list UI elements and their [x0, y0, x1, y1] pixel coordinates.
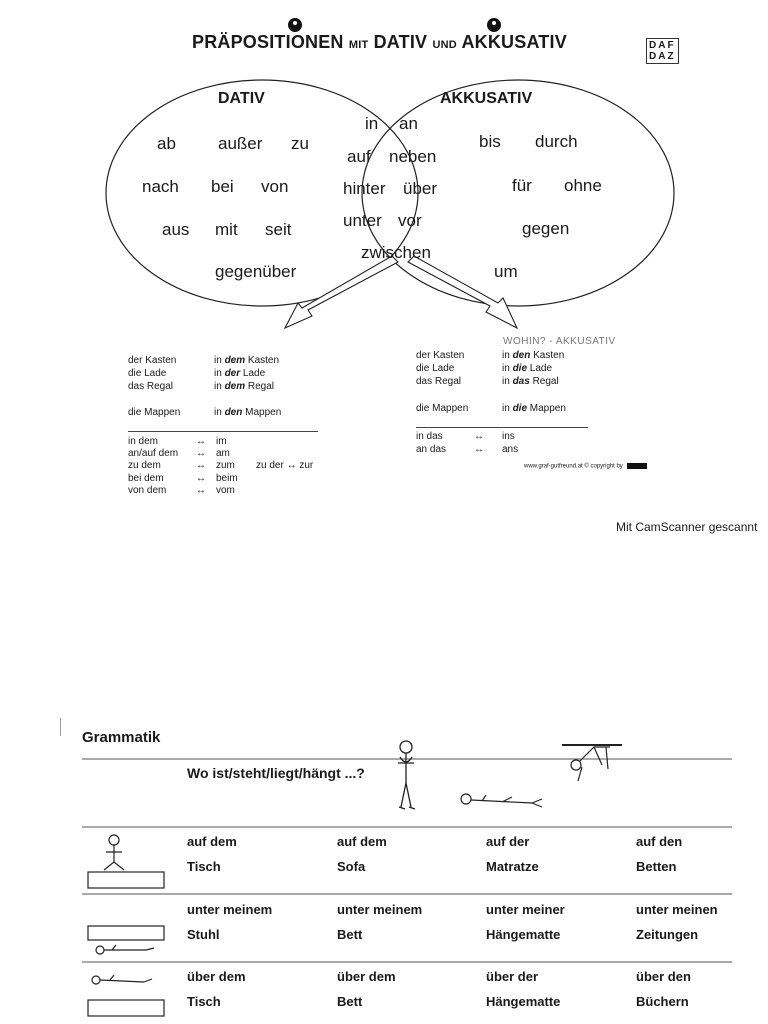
- contraction-row: in das ↔ ins: [416, 431, 515, 442]
- akkusativ-table-row: der Kasten in den Kasten: [416, 350, 565, 361]
- wohin-akkusativ-header: WOHIN? - AKKUSATIV: [503, 336, 616, 347]
- noun-cell: Matratze: [486, 859, 539, 874]
- noun-cell: Tisch: [187, 859, 221, 874]
- both-word: unter: [343, 211, 382, 230]
- akkusativ-word: bis: [479, 132, 501, 151]
- prep-cell: über der: [486, 969, 539, 984]
- prep-cell: unter meinem: [337, 902, 423, 917]
- noun-cell: Stuhl: [187, 927, 220, 942]
- dativ-label: DATIV: [218, 90, 265, 107]
- noun-cell: Sofa: [337, 859, 366, 874]
- akkusativ-word: gegen: [522, 219, 570, 238]
- noun-cell: Bett: [337, 927, 363, 942]
- contraction-row: an/auf dem ↔ am: [128, 448, 230, 459]
- prep-cell: über dem: [337, 969, 396, 984]
- grammatik-heading: Grammatik: [82, 729, 161, 746]
- dativ-word: aus: [162, 220, 190, 239]
- prep-cell: auf dem: [337, 834, 387, 849]
- under-table-icon: [86, 922, 166, 962]
- prep-cell: auf der: [486, 834, 530, 849]
- contraction-row: bei dem ↔ beim: [128, 473, 238, 484]
- noun-cell: Hängematte: [486, 994, 561, 1009]
- worksheet-title: PRÄPOSITIONEN MIT DATIV UND AKKUSATIV: [192, 32, 567, 52]
- prep-cell: unter meiner: [486, 902, 565, 917]
- dativ-table-row: das Regal in dem Regal: [128, 381, 275, 392]
- contraction-row: an das ↔ ans: [416, 444, 519, 455]
- both-word: zwischen: [361, 243, 431, 262]
- dativ-table-row: die Lade in der Lade: [128, 368, 266, 379]
- daf-daz-badge: DAF DAZ: [646, 38, 679, 64]
- both-word: vor: [398, 211, 422, 230]
- dativ-word: zu: [291, 134, 309, 153]
- akkusativ-word: ohne: [564, 176, 602, 195]
- both-word: über: [403, 179, 438, 198]
- akkusativ-word: für: [512, 176, 532, 195]
- contraction-row: in dem ↔ im: [128, 436, 227, 447]
- prep-cell: unter meinen: [636, 902, 718, 917]
- standing-person-figure: [398, 741, 415, 809]
- dativ-word: mit: [215, 220, 238, 239]
- noun-cell: Tisch: [187, 994, 221, 1009]
- dativ-word: von: [261, 177, 289, 196]
- dativ-word: ab: [157, 134, 176, 153]
- dativ-table-row: der Kasten in dem Kasten: [128, 355, 280, 366]
- akkusativ-table-row: die Mappen in die Mappen: [416, 403, 566, 414]
- hanging-person-figure: [562, 745, 622, 781]
- dativ-table-row: die Mappen in den Mappen: [128, 407, 282, 418]
- akkusativ-table-row: das Regal in das Regal: [416, 376, 559, 387]
- prep-cell: auf dem: [187, 834, 237, 849]
- publisher-logo: [627, 463, 647, 469]
- prep-cell: über dem: [187, 969, 246, 984]
- prep-cell: auf den: [636, 834, 683, 849]
- dativ-word: nach: [142, 177, 179, 196]
- noun-cell: Zeitungen: [636, 927, 699, 942]
- dativ-table-divider: [128, 431, 318, 432]
- noun-cell: Bett: [337, 994, 363, 1009]
- venn-diagram: [0, 0, 768, 340]
- grammatik-question: Wo ist/steht/liegt/hängt ...?: [187, 765, 365, 781]
- dativ-word: bei: [211, 177, 234, 196]
- noun-cell: Büchern: [636, 994, 689, 1009]
- contraction-row: von dem ↔ vom: [128, 485, 235, 496]
- copyright-footer: www.graf-gutfreund.at © copyright by: [524, 463, 647, 470]
- akkusativ-table-divider: [416, 427, 588, 428]
- dativ-word: seit: [265, 220, 292, 239]
- dativ-word: außer: [218, 134, 263, 153]
- table-sitting-icon: [86, 830, 166, 892]
- prep-cell: über den: [636, 969, 691, 984]
- prep-cell: unter meinem: [187, 902, 273, 917]
- noun-cell: Hängematte: [486, 927, 561, 942]
- akkusativ-label: AKKUSATIV: [440, 90, 533, 107]
- akkusativ-word: durch: [535, 132, 578, 151]
- akkusativ-table-row: die Lade in die Lade: [416, 363, 553, 374]
- over-table-icon: [86, 970, 166, 1020]
- both-word: neben: [389, 147, 437, 166]
- both-word: in: [365, 114, 379, 133]
- dativ-word: gegenüber: [215, 262, 297, 281]
- figures-illustration: [382, 735, 642, 820]
- both-word: auf: [347, 147, 371, 166]
- noun-cell: Betten: [636, 859, 677, 874]
- akkusativ-word: um: [494, 262, 518, 281]
- both-word: hinter: [343, 179, 386, 198]
- scanner-note: Mit CamScanner gescannt: [616, 520, 758, 534]
- lying-person-figure: [461, 794, 542, 807]
- both-word: an: [399, 114, 418, 133]
- arrow-to-dativ-table: [285, 256, 398, 328]
- contraction-row: zu dem ↔ zum zu der ↔ zur: [128, 460, 314, 471]
